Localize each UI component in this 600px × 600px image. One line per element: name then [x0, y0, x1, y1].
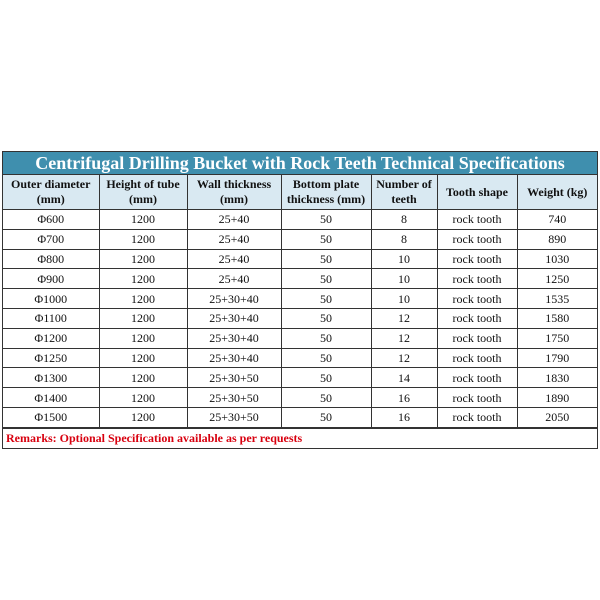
cell-outer-diameter: Φ1100	[3, 308, 99, 328]
cell-wall-thickness: 25+30+40	[187, 308, 281, 328]
cell-outer-diameter: Φ1250	[3, 348, 99, 368]
cell-weight: 1535	[517, 289, 597, 309]
cell-outer-diameter: Φ700	[3, 229, 99, 249]
cell-bottom-plate-thickness: 50	[281, 249, 371, 269]
cell-tooth-shape: rock tooth	[437, 289, 517, 309]
cell-bottom-plate-thickness: 50	[281, 210, 371, 230]
cell-wall-thickness: 25+40	[187, 249, 281, 269]
cell-weight: 2050	[517, 407, 597, 427]
cell-height-of-tube: 1200	[99, 289, 187, 309]
cell-weight: 1250	[517, 269, 597, 289]
cell-weight: 1580	[517, 308, 597, 328]
cell-number-of-teeth: 10	[371, 289, 437, 309]
cell-height-of-tube: 1200	[99, 348, 187, 368]
cell-height-of-tube: 1200	[99, 388, 187, 408]
header-number-of-teeth: Number of teeth	[371, 175, 437, 210]
cell-weight: 1030	[517, 249, 597, 269]
cell-number-of-teeth: 12	[371, 308, 437, 328]
cell-wall-thickness: 25+30+40	[187, 328, 281, 348]
cell-weight: 1790	[517, 348, 597, 368]
cell-number-of-teeth: 8	[371, 210, 437, 230]
cell-weight: 740	[517, 210, 597, 230]
table-row	[3, 368, 597, 388]
cell-wall-thickness: 25+30+40	[187, 289, 281, 309]
cell-tooth-shape: rock tooth	[437, 249, 517, 269]
cell-tooth-shape: rock tooth	[437, 388, 517, 408]
table-row	[3, 210, 597, 230]
cell-height-of-tube: 1200	[99, 249, 187, 269]
table-row	[3, 308, 597, 328]
cell-number-of-teeth: 10	[371, 249, 437, 269]
cell-height-of-tube: 1200	[99, 407, 187, 427]
cell-bottom-plate-thickness: 50	[281, 328, 371, 348]
cell-outer-diameter: Φ1400	[3, 388, 99, 408]
header-weight: Weight (kg)	[517, 175, 597, 210]
cell-height-of-tube: 1200	[99, 328, 187, 348]
cell-tooth-shape: rock tooth	[437, 269, 517, 289]
spec-table-body	[3, 210, 597, 428]
cell-height-of-tube: 1200	[99, 308, 187, 328]
cell-wall-thickness: 25+40	[187, 229, 281, 249]
header-bottom-plate-thickness: Bottom plate thickness (mm)	[281, 175, 371, 210]
cell-tooth-shape: rock tooth	[437, 348, 517, 368]
cell-bottom-plate-thickness: 50	[281, 289, 371, 309]
cell-tooth-shape: rock tooth	[437, 210, 517, 230]
cell-outer-diameter: Φ900	[3, 269, 99, 289]
table-title: Centrifugal Drilling Bucket with Rock Teeth Technical Specifications	[3, 152, 597, 175]
table-row	[3, 229, 597, 249]
cell-outer-diameter: Φ1200	[3, 328, 99, 348]
cell-height-of-tube: 1200	[99, 229, 187, 249]
header-height-of-tube: Height of tube (mm)	[99, 175, 187, 210]
cell-outer-diameter: Φ1500	[3, 407, 99, 427]
table-row	[3, 388, 597, 408]
cell-wall-thickness: 25+30+50	[187, 368, 281, 388]
cell-bottom-plate-thickness: 50	[281, 368, 371, 388]
cell-number-of-teeth: 8	[371, 229, 437, 249]
table-row	[3, 328, 597, 348]
cell-number-of-teeth: 14	[371, 368, 437, 388]
cell-outer-diameter: Φ1300	[3, 368, 99, 388]
table-row	[3, 269, 597, 289]
cell-tooth-shape: rock tooth	[437, 308, 517, 328]
table-row	[3, 407, 597, 427]
cell-number-of-teeth: 16	[371, 407, 437, 427]
cell-bottom-plate-thickness: 50	[281, 388, 371, 408]
cell-weight: 1750	[517, 328, 597, 348]
cell-wall-thickness: 25+30+50	[187, 407, 281, 427]
cell-weight: 890	[517, 229, 597, 249]
cell-bottom-plate-thickness: 50	[281, 348, 371, 368]
spec-table	[3, 175, 597, 428]
cell-bottom-plate-thickness: 50	[281, 229, 371, 249]
cell-outer-diameter: Φ800	[3, 249, 99, 269]
cell-number-of-teeth: 12	[371, 328, 437, 348]
cell-wall-thickness: 25+40	[187, 210, 281, 230]
cell-tooth-shape: rock tooth	[437, 368, 517, 388]
cell-bottom-plate-thickness: 50	[281, 308, 371, 328]
spec-sheet	[2, 151, 598, 449]
cell-outer-diameter: Φ1000	[3, 289, 99, 309]
cell-bottom-plate-thickness: 50	[281, 269, 371, 289]
cell-height-of-tube: 1200	[99, 368, 187, 388]
cell-bottom-plate-thickness: 50	[281, 407, 371, 427]
cell-outer-diameter: Φ600	[3, 210, 99, 230]
cell-height-of-tube: 1200	[99, 269, 187, 289]
cell-height-of-tube: 1200	[99, 210, 187, 230]
cell-number-of-teeth: 10	[371, 269, 437, 289]
cell-wall-thickness: 25+30+50	[187, 388, 281, 408]
header-wall-thickness: Wall thickness (mm)	[187, 175, 281, 210]
remarks-note: Remarks: Optional Specification available as per requests	[3, 428, 597, 448]
cell-weight: 1830	[517, 368, 597, 388]
cell-tooth-shape: rock tooth	[437, 407, 517, 427]
header-row	[3, 175, 597, 210]
cell-number-of-teeth: 16	[371, 388, 437, 408]
cell-weight: 1890	[517, 388, 597, 408]
header-outer-diameter: Outer diameter (mm)	[3, 175, 99, 210]
cell-wall-thickness: 25+40	[187, 269, 281, 289]
cell-wall-thickness: 25+30+40	[187, 348, 281, 368]
cell-tooth-shape: rock tooth	[437, 328, 517, 348]
cell-number-of-teeth: 12	[371, 348, 437, 368]
table-row	[3, 249, 597, 269]
table-row	[3, 289, 597, 309]
header-tooth-shape: Tooth shape	[437, 175, 517, 210]
cell-tooth-shape: rock tooth	[437, 229, 517, 249]
table-row	[3, 348, 597, 368]
